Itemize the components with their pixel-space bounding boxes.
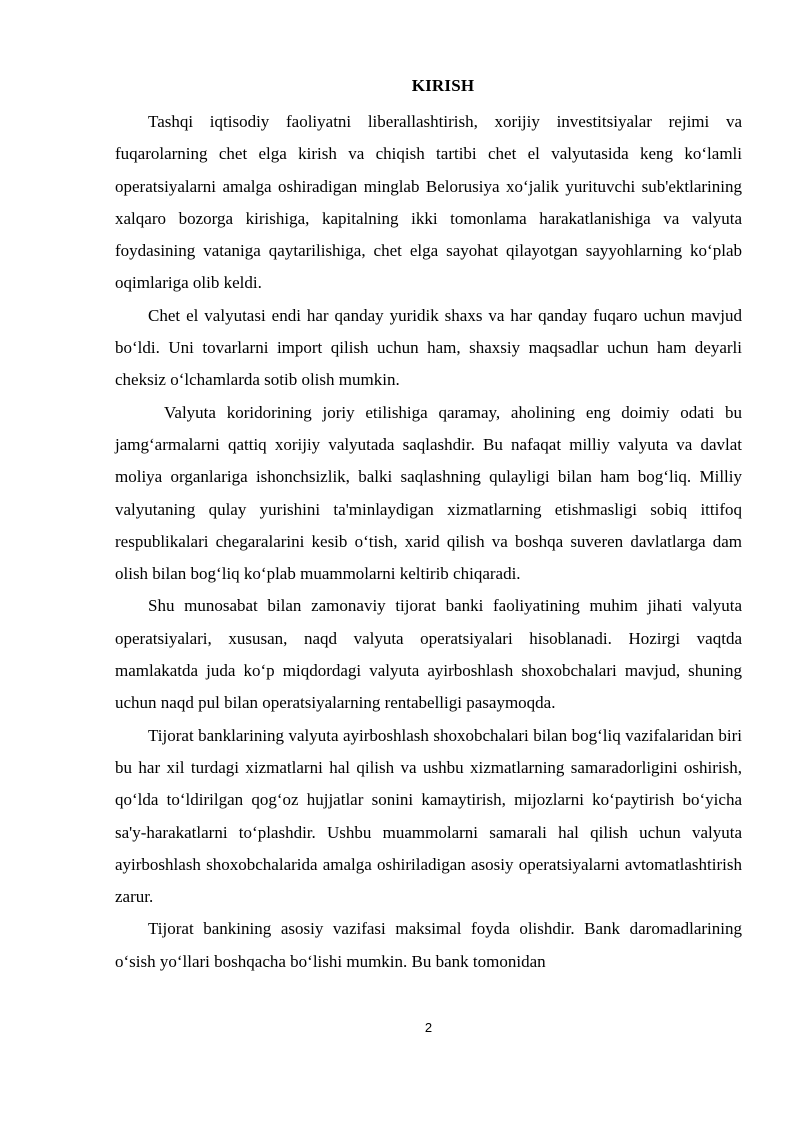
page-number: 2: [424, 1020, 433, 1035]
paragraph-2: Chet el valyutasi endi har qanday yuridik shaxs va har qanday fuqaro uchun mavjud bo‘ldi. Uni tovarlarni import qilish uchun ham, shaxsiy maqsadlar uchun ham deyarli cheksiz o‘lchamlarda sotib olish mumkin.: [115, 305, 742, 390]
paragraph-3: Valyuta koridorining joriy etilishiga qaramay, aholining eng doimiy odati bu jamg‘armalarni qattiq xorijiy valyutada saqlashdir. Bu nafaqat milliy valyuta va davlat moliya organlariga ishonchsizlik, balki saqlashning qulayligi bilan ham bog‘liq. Milliy valyutaning qulay yurishini ta'minlaydigan xizmatlarning etishmasligi sobiq ittifoq respublikalari chegaralarini kesib o‘tish, xarid qilish va boshqa suveren davlatlarga dam olish bilan bog‘liq ko‘plab muammolarni keltirib chiqaradi.: [115, 402, 742, 584]
paragraph-5: Tijorat banklarining valyuta ayirboshlash shoxobchalari bilan bog‘liq vazifalaridan biri bu har xil turdagi xizmatlarni hal qilish va ushbu xizmatlarning samaradorligini oshirish, qo‘lda to‘ldirilgan qog‘oz hujjatlar sonini kamaytirish, mijozlarni ko‘paytirish bo‘yicha sa'y-harakatlarni to‘plashdir. Ushbu muammolarni samarali hal qilish uchun valyuta ayirboshlash shoxobchalarida amalga oshiriladigan asosiy operatsiyalarni avtomatlashtirish zarur.: [115, 725, 742, 907]
page-title: KIRISH: [411, 76, 475, 95]
paragraph-1: Tashqi iqtisodiy faoliyatni liberallashtirish, xorijiy investitsiyalar rejimi va fuqarolarning chet elga kirish va chiqish tartibi chet el valyutasida keng ko‘lamli operatsiyalarni amalga oshiradigan minglab Belorusiya xo‘jalik yurituvchi sub'ektlarining xalqaro bozorga kirishiga, kapitalning ikki tomonlama harakatlanishiga va valyuta foydasining vataniga qaytarilishiga, chet elga sayohat qilayotgan sayyohlarning ko‘plab oqimlariga olib keldi.: [115, 112, 742, 293]
body-text: [115, 106, 742, 978]
paragraph-6: Tijorat bankining asosiy vazifasi maksimal foyda olishdir. Bank daromadlarining o‘sish yo‘llari boshqacha bo‘lishi mumkin. Bu bank tomonidan: [115, 919, 742, 971]
paragraph-4: Shu munosabat bilan zamonaviy tijorat banki faoliyatining muhim jihati valyuta operatsiyalari, xususan, naqd valyuta operatsiyalari hisoblanadi. Hozirgi vaqtda mamlakatda juda ko‘p miqdordagi valyuta ayirboshlash shoxobchalari mavjud, shuning uchun naqd pul bilan operatsiyalarning rentabelligi pasaymoqda.: [115, 596, 742, 713]
